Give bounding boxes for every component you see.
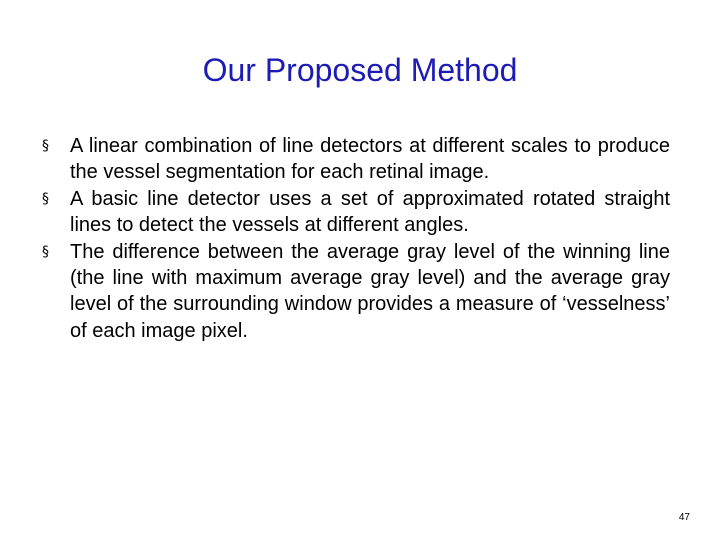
slide-title: Our Proposed Method [202, 52, 518, 88]
page-number: 47 [678, 512, 690, 523]
bullet-marker-icon: § [42, 243, 49, 260]
bullet-item [42, 133, 670, 186]
bullet-marker-icon: § [42, 138, 49, 154]
bullet-item [42, 186, 670, 239]
bullet-item [42, 239, 670, 345]
bullet-text: The difference between the average gray level of the winning line (the line with maximum average gray level) and the average gray level of the surrounding window provides a measure of ‘vesselness’ of each image pixel. [70, 240, 670, 342]
bullet-marker-icon: § [42, 190, 49, 207]
bullet-text: A basic line detector uses a set of approximated rotated straight lines to detect the vessels at different angles. [70, 187, 670, 237]
bullet-text: A linear combination of line detectors at different scales to produce the vessel segmentation for each retinal image. [70, 135, 670, 184]
bullet-list [42, 133, 670, 344]
